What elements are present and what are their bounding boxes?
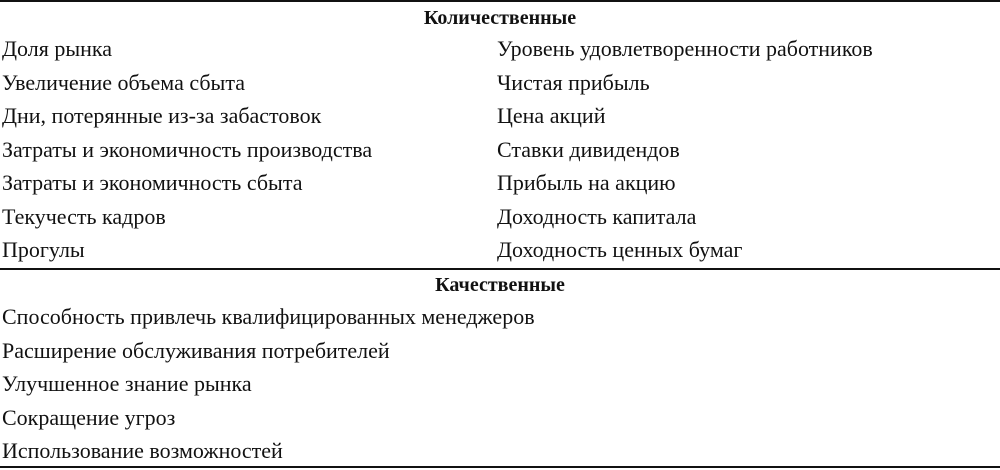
list-item: Использование возможностей <box>2 438 283 463</box>
bottom-rule <box>0 466 1000 468</box>
list-item: Доля рынка <box>2 36 112 61</box>
list-item: Сокращение угроз <box>2 404 176 430</box>
section-divider <box>0 268 1000 270</box>
list-item: Уровень удовлетворенности работников <box>497 36 873 61</box>
list-item: Улучшенное знание рынка <box>2 371 252 396</box>
quantitative-heading: Количественные <box>423 7 577 29</box>
list-item: Ставки дивидендов <box>497 136 680 162</box>
list-item: Способность привлечь квалифицированных менеджеров <box>2 304 535 329</box>
list-item: Затраты и экономичность сбыта <box>2 170 303 195</box>
list-item: Доходность ценных бумаг <box>497 237 743 262</box>
list-item: Расширение обслуживания потребителей <box>2 337 390 363</box>
quantitative-right-list <box>497 32 873 267</box>
list-item: Увеличение объема сбыта <box>2 69 245 95</box>
top-rule <box>0 0 1000 2</box>
qualitative-list <box>2 300 535 468</box>
list-item: Прибыль на акцию <box>497 170 676 195</box>
list-item: Цена акций <box>497 103 606 128</box>
list-item: Текучесть кадров <box>2 203 166 229</box>
list-item: Доходность капитала <box>497 203 697 229</box>
list-item: Чистая прибыль <box>497 69 650 95</box>
list-item: Затраты и экономичность производства <box>2 136 373 162</box>
quantitative-left-list <box>2 32 372 267</box>
list-item: Прогулы <box>2 237 85 262</box>
list-item: Дни, потерянные из-за забастовок <box>2 103 322 128</box>
qualitative-heading: Качественные <box>435 274 565 296</box>
